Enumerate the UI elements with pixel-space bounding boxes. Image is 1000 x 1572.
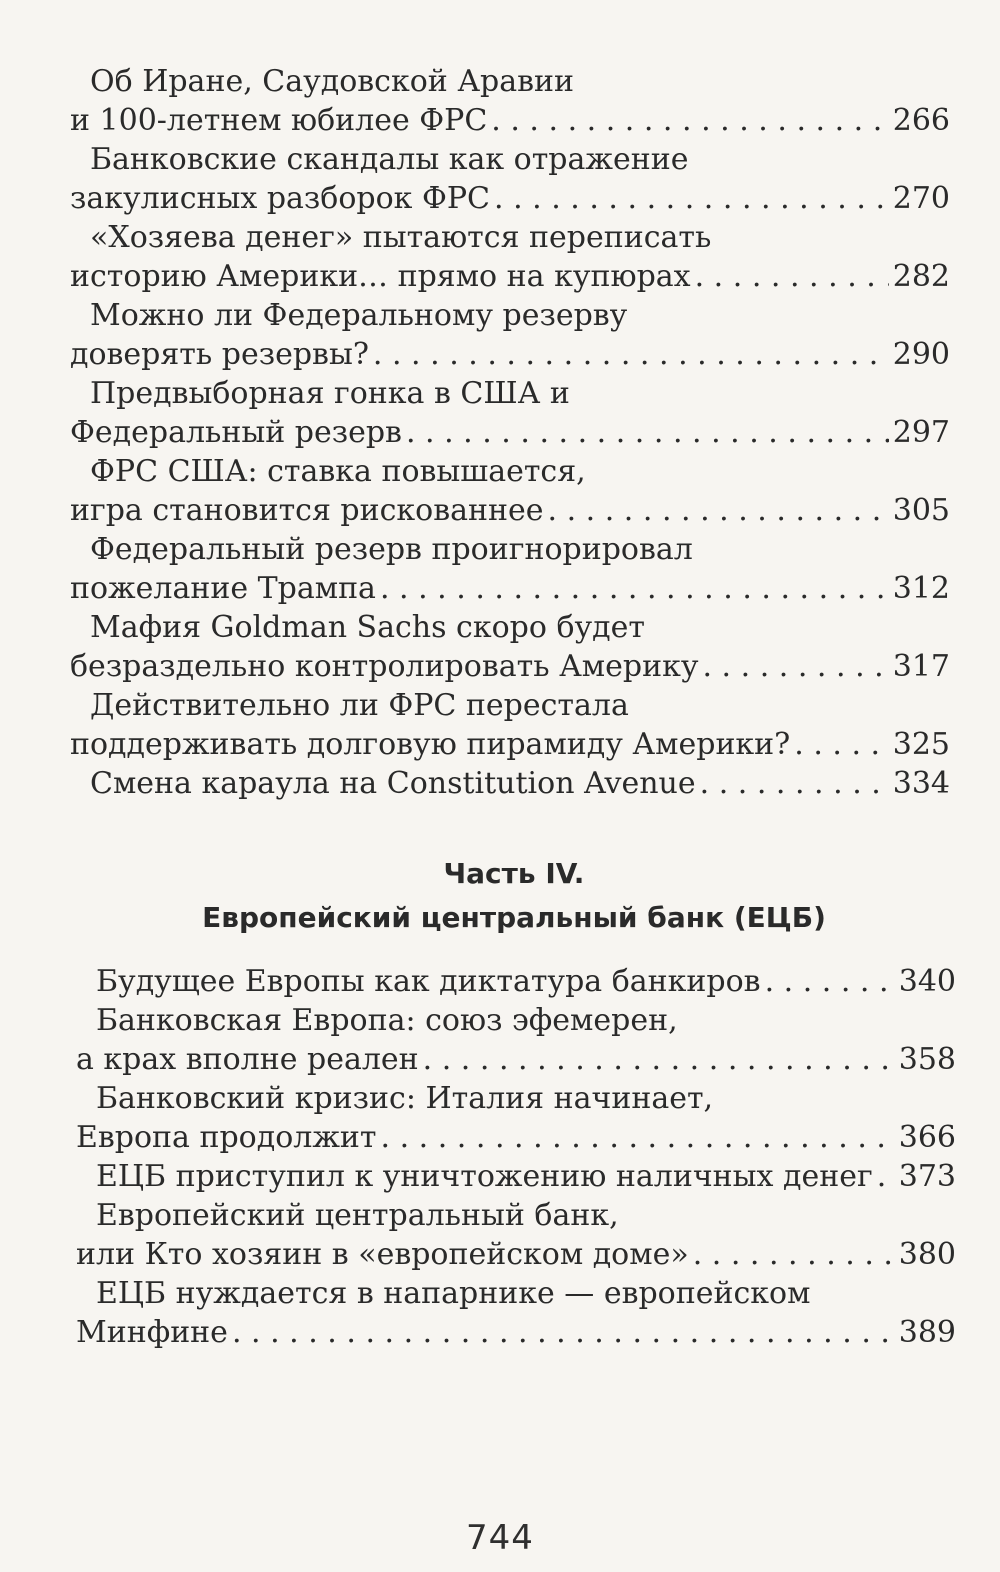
toc-entry-title-line2: игра становится рискованнее — [70, 493, 544, 528]
toc-entry[interactable] — [76, 1001, 956, 1079]
toc-entry-title-line2: Федеральный резерв — [70, 415, 402, 450]
toc-leader-dots — [381, 1118, 895, 1157]
toc-entry-title-line2: историю Америки… прямо на купюрах — [70, 259, 691, 294]
toc-leader-dots — [423, 1040, 895, 1079]
toc-entry[interactable] — [70, 374, 950, 452]
toc-entry-title-line2: Европа продолжит — [76, 1120, 377, 1155]
toc-entry[interactable] — [70, 140, 950, 218]
toc-page-number: 290 — [892, 337, 950, 372]
toc-leader-dots — [491, 101, 888, 140]
toc-entry[interactable] — [70, 296, 950, 374]
toc-entry[interactable] — [70, 530, 950, 608]
toc-entry-title-line1: Федеральный резерв проигнорировал — [90, 532, 693, 567]
toc-entry[interactable] — [70, 218, 950, 296]
toc-entry-title-line1: Предвыборная гонка в США и — [90, 376, 570, 411]
toc-entry-title-line1: «Хозяева денег» пытаются переписать — [90, 220, 712, 255]
toc-page-number: 297 — [892, 415, 950, 450]
toc-leader-dots — [693, 1235, 895, 1274]
toc-leader-dots — [702, 647, 888, 686]
toc-leader-dots — [232, 1313, 895, 1352]
toc-leader-dots — [406, 413, 889, 452]
toc-leader-dots — [695, 257, 889, 296]
part-title: Европейский центральный банк (ЕЦБ) — [202, 901, 826, 934]
toc-entry[interactable] — [76, 962, 956, 1001]
toc-entry[interactable] — [76, 1274, 956, 1352]
toc-entry[interactable] — [76, 1157, 956, 1196]
toc-page-number: 334 — [892, 766, 950, 801]
part-number: Часть IV. — [443, 857, 585, 890]
toc-entry-title-line2: безраздельно контролировать Америку — [70, 649, 699, 684]
toc-page-number: 325 — [892, 727, 950, 762]
toc-part4-list — [76, 962, 956, 1352]
toc-entry-title-line1: Об Иране, Саудовской Аравии — [90, 64, 575, 99]
toc-entry-title-line2: Минфине — [76, 1315, 228, 1350]
toc-page-number: 282 — [892, 259, 950, 294]
toc-entry-title-line1: Европейский центральный банк, — [96, 1198, 619, 1233]
toc-entry-title-line2: пожелание Трампа — [70, 571, 376, 606]
part-heading — [0, 852, 1000, 940]
toc-entry[interactable] — [70, 764, 950, 803]
toc-page-number: 312 — [892, 571, 950, 606]
toc-entry-title-line2: закулисных разборок ФРС — [70, 181, 490, 216]
toc-page-number: 366 — [898, 1120, 956, 1155]
toc-entry-title-line1: Банковский кризис: Италия начинает, — [96, 1081, 714, 1116]
toc-entry-title: ЕЦБ приступил к уничтожению наличных денег — [96, 1159, 873, 1194]
page-number-folio: 744 — [466, 1518, 534, 1558]
toc-entry-title-line1: Банковская Европа: союз эфемерен, — [96, 1003, 678, 1038]
toc-entry-title-line1: Можно ли Федеральному резерву — [90, 298, 628, 333]
toc-part3-list — [70, 62, 950, 803]
toc-leader-dots — [380, 569, 889, 608]
toc-page-number: 266 — [892, 103, 950, 138]
toc-leader-dots — [373, 335, 889, 374]
toc-page-number: 340 — [898, 964, 956, 999]
toc-entry-title-line2: и 100-летнем юбилее ФРС — [70, 103, 488, 138]
toc-entry[interactable] — [76, 1079, 956, 1157]
toc-entry-title: Будущее Европы как диктатура банкиров — [96, 964, 761, 999]
toc-entry-title-line1: ЕЦБ нуждается в напарнике — европейском — [96, 1276, 811, 1311]
toc-leader-dots — [494, 179, 889, 218]
toc-page-number: 358 — [898, 1042, 956, 1077]
toc-leader-dots — [877, 1157, 895, 1196]
toc-page-number: 305 — [892, 493, 950, 528]
toc-entry-title-line1: Действительно ли ФРС перестала — [90, 688, 629, 723]
toc-entry-title-line1: Мафия Goldman Sachs скоро будет — [90, 610, 645, 645]
toc-page-number: 373 — [898, 1159, 956, 1194]
toc-page-number: 270 — [892, 181, 950, 216]
toc-leader-dots — [765, 962, 895, 1001]
toc-entry[interactable] — [70, 62, 950, 140]
toc-leader-dots — [548, 491, 889, 530]
toc-entry[interactable] — [76, 1196, 956, 1274]
toc-leader-dots — [700, 764, 889, 803]
toc-leader-dots — [794, 725, 888, 764]
toc-page-number: 317 — [892, 649, 950, 684]
toc-entry-title-line1: ФРС США: ставка повышается, — [90, 454, 586, 489]
toc-entry-title-line2: поддерживать долговую пирамиду Америки? — [70, 727, 791, 762]
toc-entry-title-line1: Банковские скандалы как отражение — [90, 142, 689, 177]
toc-page-number: 380 — [898, 1237, 956, 1272]
toc-entry-title-line2: или Кто хозяин в «европейском доме» — [76, 1237, 689, 1272]
toc-entry-title-line2: а крах вполне реален — [76, 1042, 419, 1077]
toc-entry[interactable] — [70, 686, 950, 764]
toc-entry-title: Смена караула на Constitution Avenue — [90, 766, 696, 801]
toc-page-number: 389 — [898, 1315, 956, 1350]
toc-entry[interactable] — [70, 452, 950, 530]
toc-entry-title-line2: доверять резервы? — [70, 337, 369, 372]
toc-entry[interactable] — [70, 608, 950, 686]
